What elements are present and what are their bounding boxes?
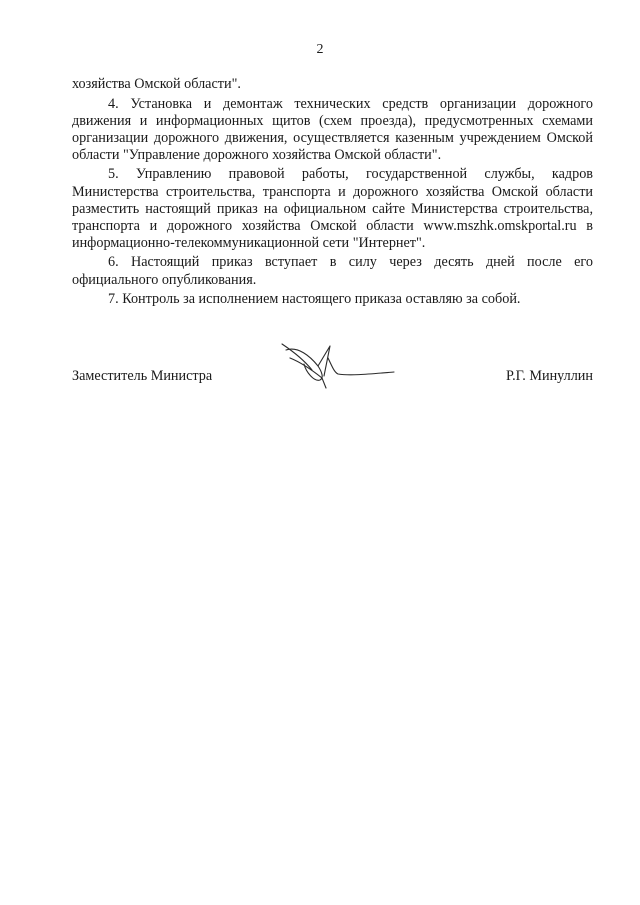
paragraph-continuation: хозяйства Омской области". [72, 76, 241, 92]
page-number: 2 [316, 42, 324, 57]
paragraph-item-7: 7. Контроль за исполнением настоящего приказа оставляю за собой. [108, 291, 521, 308]
paragraph-item-6: 6. Настоящий приказ вступает в силу через десять дней после его официального опубликования. [72, 254, 593, 288]
paragraph-item-4: 4. Установка и демонтаж технических средств организации дорожного движения и информационных щитов (схем проезда), предусмотренных схемами организации дорожного движения, осуществляется казенным учреждением Омской области "Управление дорожного хозяйства Омской области". [72, 95, 593, 163]
signer-name: Р.Г. Минуллин [506, 368, 593, 384]
document-body [72, 76, 593, 311]
signature-block [72, 368, 593, 388]
paragraph-item-5: 5. Управлению правовой работы, государственной службы, кадров Министерства строительства, транспорта и дорожного хозяйства Омской области разместить настоящий приказ на официальном сайте Министерства строительства, транспорта и дорожного хозяйства Омской области www.mszhk.omskportal.ru в информационно-телекоммуникационной сети "Интернет". [72, 166, 593, 251]
signer-position: Заместитель Министра [72, 368, 213, 384]
